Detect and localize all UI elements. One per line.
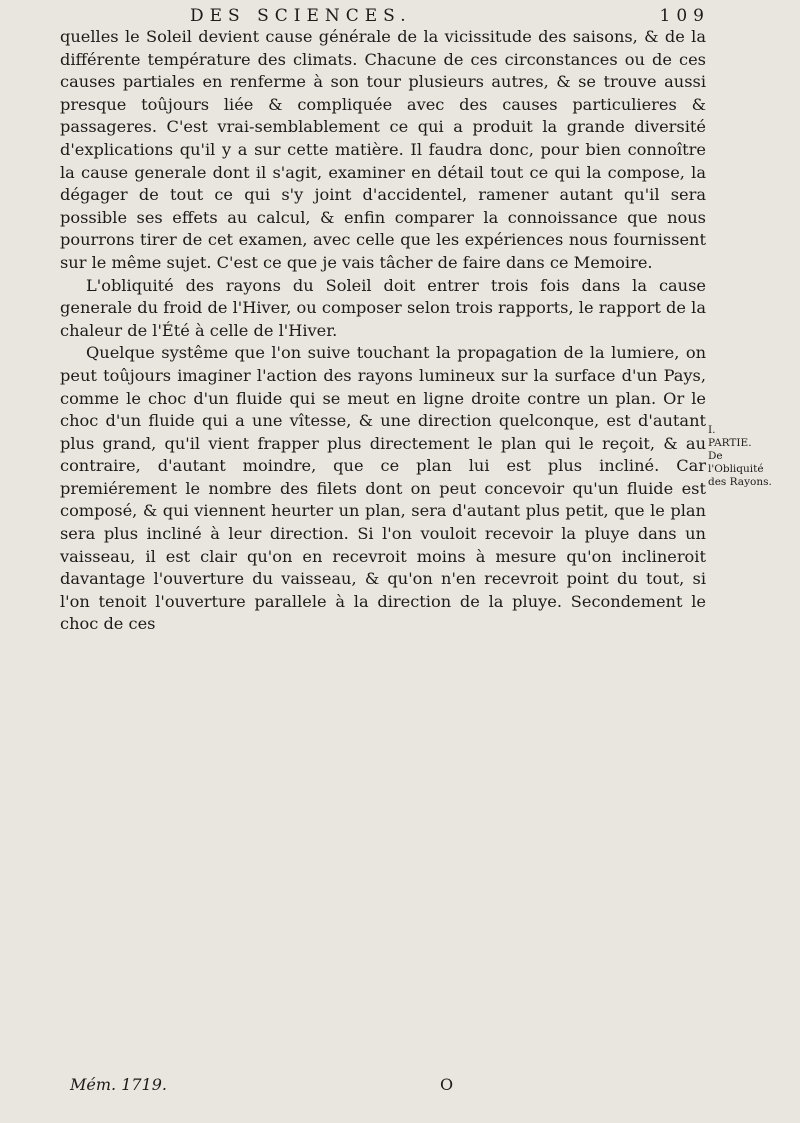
- footer-memo: Mém. 1719.: [70, 1075, 167, 1094]
- footer: [60, 1075, 706, 1099]
- body-text: [60, 26, 706, 636]
- paragraph-light-propagation: Quelque systême que l'on suive touchant la propagation de la lumiere, on peut toûjours imaginer l'action des rayons lumineux sur la surface d'un Pays, comme le choc d'un fluide qui se meut en ligne droite contre un plan. Or le choc d'un fluide qui a une vîtesse, & une direction quelconque, est d'autant plus grand, qu'il vient frapper plus directement le plan qui le reçoit, & au contraire, d'autant moindre, que ce plan lui est plus incliné. Car premiérement le nombre des filets dont on peut concevoir qu'un fluide est composé, & qui viennent heurter un plan, sera d'autant plus petit, que le plan sera plus incliné à leur direction. Si l'on vouloit recevoir la pluye dans un vaisseau, il est clair qu'on en recevroit moins à mesure qu'on inclineroit davantage l'ouverture du vaisseau, & qu'on n'en recevroit point du tout, si l'on tenoit l'ouverture parallele à la direction de la pluye. Secondement le choc de ces: [60, 343, 706, 634]
- paragraph-obliquity: L'obliquité des rayons du Soleil doit entrer trois fois dans la cause generale du froid de l'Hiver, ou composer selon trois rapports, le rapport de la chaleur de l'Été à celle de l'Hiver.: [60, 275, 706, 340]
- paragraph-intro: quelles le Soleil devient cause générale de la vicissitude des saisons, & de la différente température des climats. Chacune de ces circonstances ou de ces causes partiales en renferme à son tour plusieurs autres, & se trouve aussi presque toûjours liée & compliquée avec des causes particulieres & passageres. C'est vrai-semblablement ce qui a produit la grande diversité d'explications qu'il y a sur cette matière. Il faudra donc, pour bien connoître la cause generale dont il s'agit, examiner en détail tout ce qui la compose, la dégager de tout ce qui s'y joint d'accidentel, ramener autant qu'il sera possible ses effets au calcul, & enfin comparer la connoissance que nous pourrons tirer de cet examen, avec celle que les expériences nous fournissent sur le même sujet. C'est ce que je vais tâcher de faire dans ce Memoire.: [60, 27, 706, 272]
- footer-signature-mark: O: [440, 1075, 454, 1094]
- margin-note: [708, 424, 778, 489]
- margin-note-subtitle: De l'Obliquité des Rayons.: [708, 450, 772, 488]
- running-title: DES SCIENCES.: [190, 6, 412, 26]
- running-header: [150, 6, 710, 28]
- margin-note-title: PARTIE.: [708, 437, 752, 449]
- page-number: 109: [659, 6, 710, 26]
- margin-note-number: I.: [708, 424, 716, 436]
